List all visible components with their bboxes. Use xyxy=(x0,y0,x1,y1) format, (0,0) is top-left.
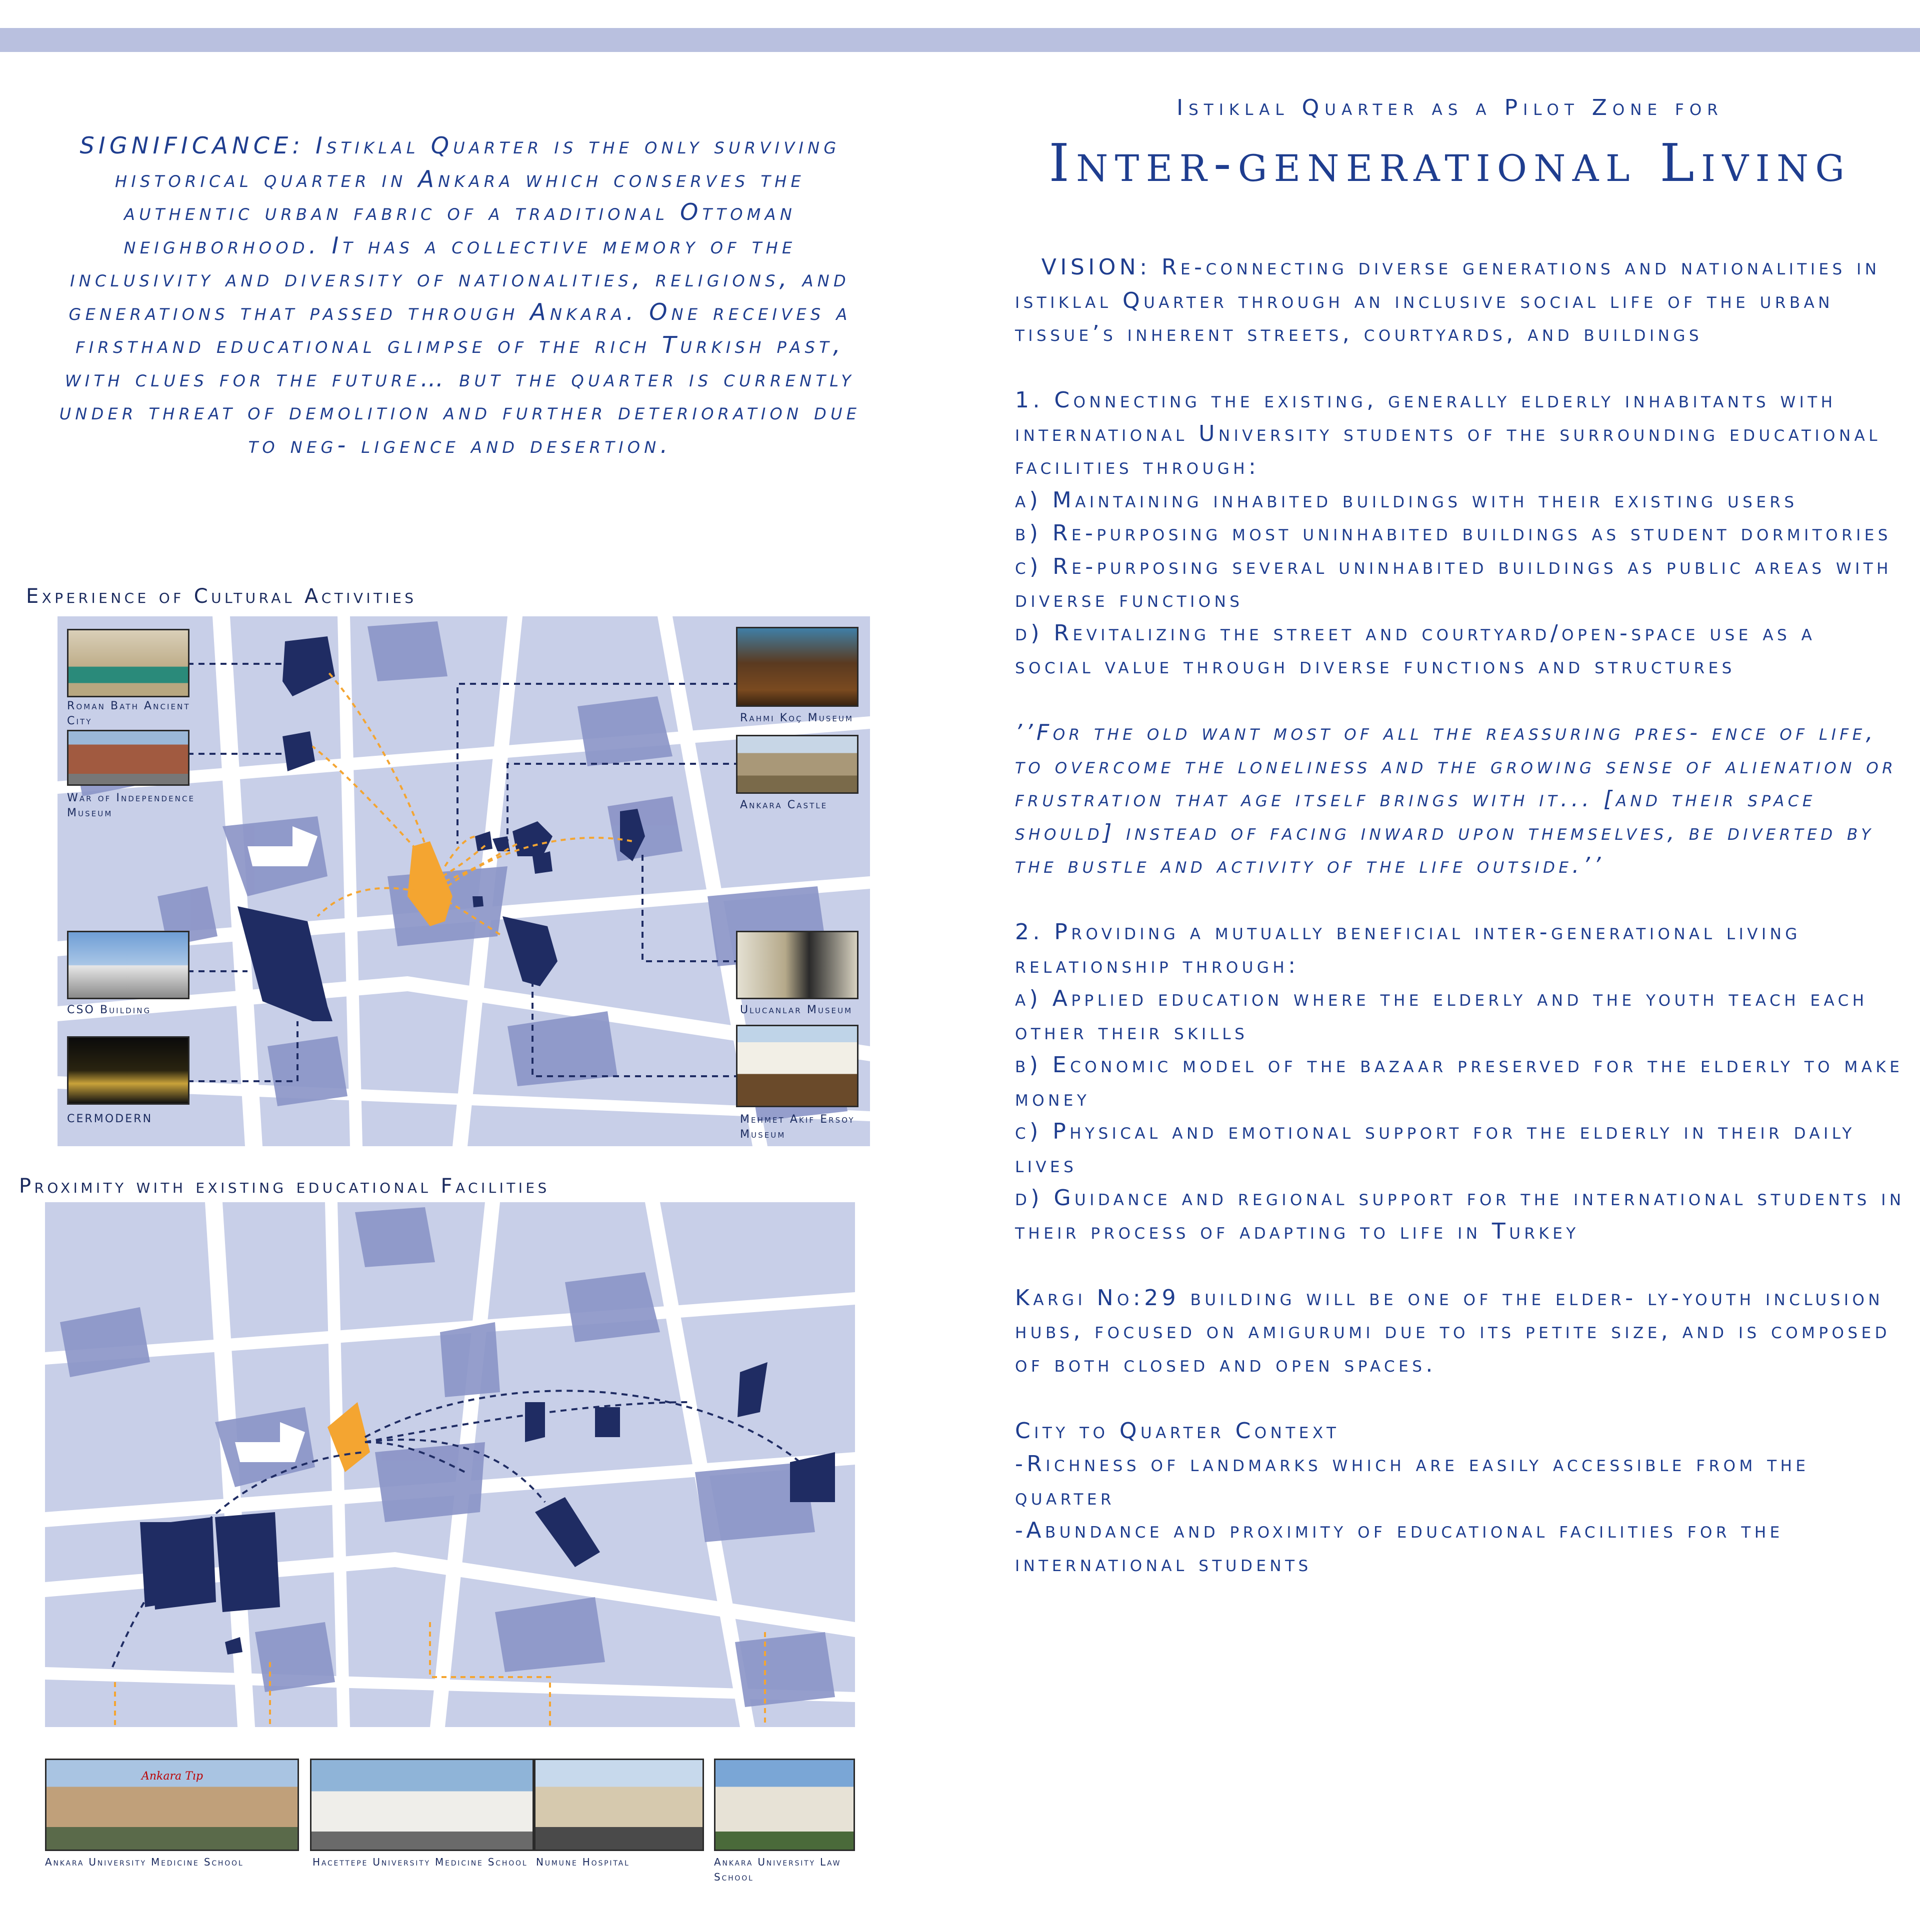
point2-c: c) Physical and emotional support for the elderly in their daily lives xyxy=(1015,1119,1856,1178)
hacettepe-label: Hacettepe University Medicine School xyxy=(312,1856,528,1868)
roman-bath-photo xyxy=(67,629,190,697)
point1-b: b) Re-purposing most uninhabited buildings as student dormitories xyxy=(1015,520,1892,546)
header-bar xyxy=(0,28,1920,52)
quote-text: ’’For the old want most of all the reassuring pres- ence of life, to overcome the loneliness and the growing sense of alienation or frustration that age itself brings with it... [and their space should] instead of facing inward upon themselves, be diverted by the bustle and activity of the life outside.’’ xyxy=(1015,720,1897,878)
ulucanlar-photo xyxy=(736,931,858,999)
ankara-castle-label: Ankara Castle xyxy=(740,799,828,811)
ankara-medicine-label: Ankara University Medicine School xyxy=(45,1856,244,1868)
numune-label: Numune Hospital xyxy=(536,1856,630,1868)
numune-photo xyxy=(534,1759,704,1851)
educational-facilities-map xyxy=(45,1202,855,1727)
akif-ersoy-label: Mehmet Akif Ersoy Museum xyxy=(740,1113,855,1141)
point1-c: c) Re-purposing several uninhabited buildings as public areas with diverse functions xyxy=(1015,553,1892,612)
kargi-text: Kargi No:29 building will be one of the elder- ly-youth inclusion hubs, focused on amigurumi due to its petite size, and is composed of both closed and open spaces. xyxy=(1015,1285,1890,1377)
cso-label: CSO Building xyxy=(67,1004,152,1016)
significance-text: SIGNIFICANCE: Istiklal Quarter is the only surviving historical quarter in Ankara which conserves the authentic urban fabric of a traditional Ottoman neighborhood. It has a collective memory of the inclusivity and diversity of nationalities, religions, and generations that passed through Ankara. One receives a firsthand educational glimpse of the rich Turkish past, with clues for the future… but the quarter is currently under threat of demolition and further deterioration due to neg- ligence and desertion. xyxy=(59,132,861,458)
ankara-law-label: Ankara University Law School xyxy=(714,1856,842,1883)
war-museum-label: War of Independence Museum xyxy=(67,792,196,819)
point1-d: d) Revitalizing the street and courtyard/open-space use as a social value through diverse functions and structures xyxy=(1015,620,1816,679)
point1-a: a) Maintaining inhabited buildings with their existing users xyxy=(1015,487,1798,513)
rahmi-koc-label: Rahmi Koç Museum xyxy=(740,712,854,724)
ankara-law-photo xyxy=(714,1759,855,1851)
roman-bath-label: Roman Bath Ancient City xyxy=(67,700,190,727)
ankara-tip-sign: Ankara Tıp xyxy=(142,1770,203,1783)
cso-photo xyxy=(67,931,190,999)
point2-b: b) Economic model of the bazaar preserved for the elderly to make money xyxy=(1015,1052,1904,1111)
page-title: Inter-generational Living xyxy=(1048,132,1852,193)
context-heading: City to Quarter Context xyxy=(1015,1418,1340,1444)
page-subtitle: Istiklal Quarter as a Pilot Zone for xyxy=(1176,95,1724,120)
cermodern-photo xyxy=(67,1036,190,1105)
point1-heading: 1. Connecting the existing, generally elderly inhabitants with international University students of the surrounding educational facilities through: xyxy=(1015,387,1882,479)
ankara-medicine-photo xyxy=(45,1759,299,1851)
point2-a: a) Applied education where the elderly and the youth teach each other their skills xyxy=(1015,986,1868,1045)
ankara-castle-photo xyxy=(736,735,858,794)
point2-d: d) Guidance and regional support for the international students in their process of adapting to life in Turkey xyxy=(1015,1185,1905,1244)
cermodern-label: CERMODERN xyxy=(67,1113,153,1125)
ulucanlar-label: Ulucanlar Museum xyxy=(740,1004,853,1016)
right-body xyxy=(1015,251,1905,1581)
point2-heading: 2. Providing a mutually beneficial inter-generational living relationship through: xyxy=(1015,919,1801,978)
hacettepe-photo xyxy=(310,1759,534,1851)
map2-title: Proximity with existing educational Facilities xyxy=(19,1175,550,1198)
vision-text: VISION: Re-connecting diverse generations and nationalities in istiklal Quarter through an inclusive social life of the urban tissue’s inherent streets, courtyards, and buildings xyxy=(1015,254,1880,346)
context-item-2: -Abundance and proximity of educational facilities for the international students xyxy=(1015,1518,1784,1577)
war-museum-photo xyxy=(67,730,190,786)
akif-ersoy-photo xyxy=(736,1025,858,1107)
rahmi-koc-photo xyxy=(736,627,858,707)
map1-title: Experience of Cultural Activities xyxy=(26,585,417,608)
context-item-1: -Richness of landmarks which are easily accessible from the quarter xyxy=(1015,1451,1810,1510)
